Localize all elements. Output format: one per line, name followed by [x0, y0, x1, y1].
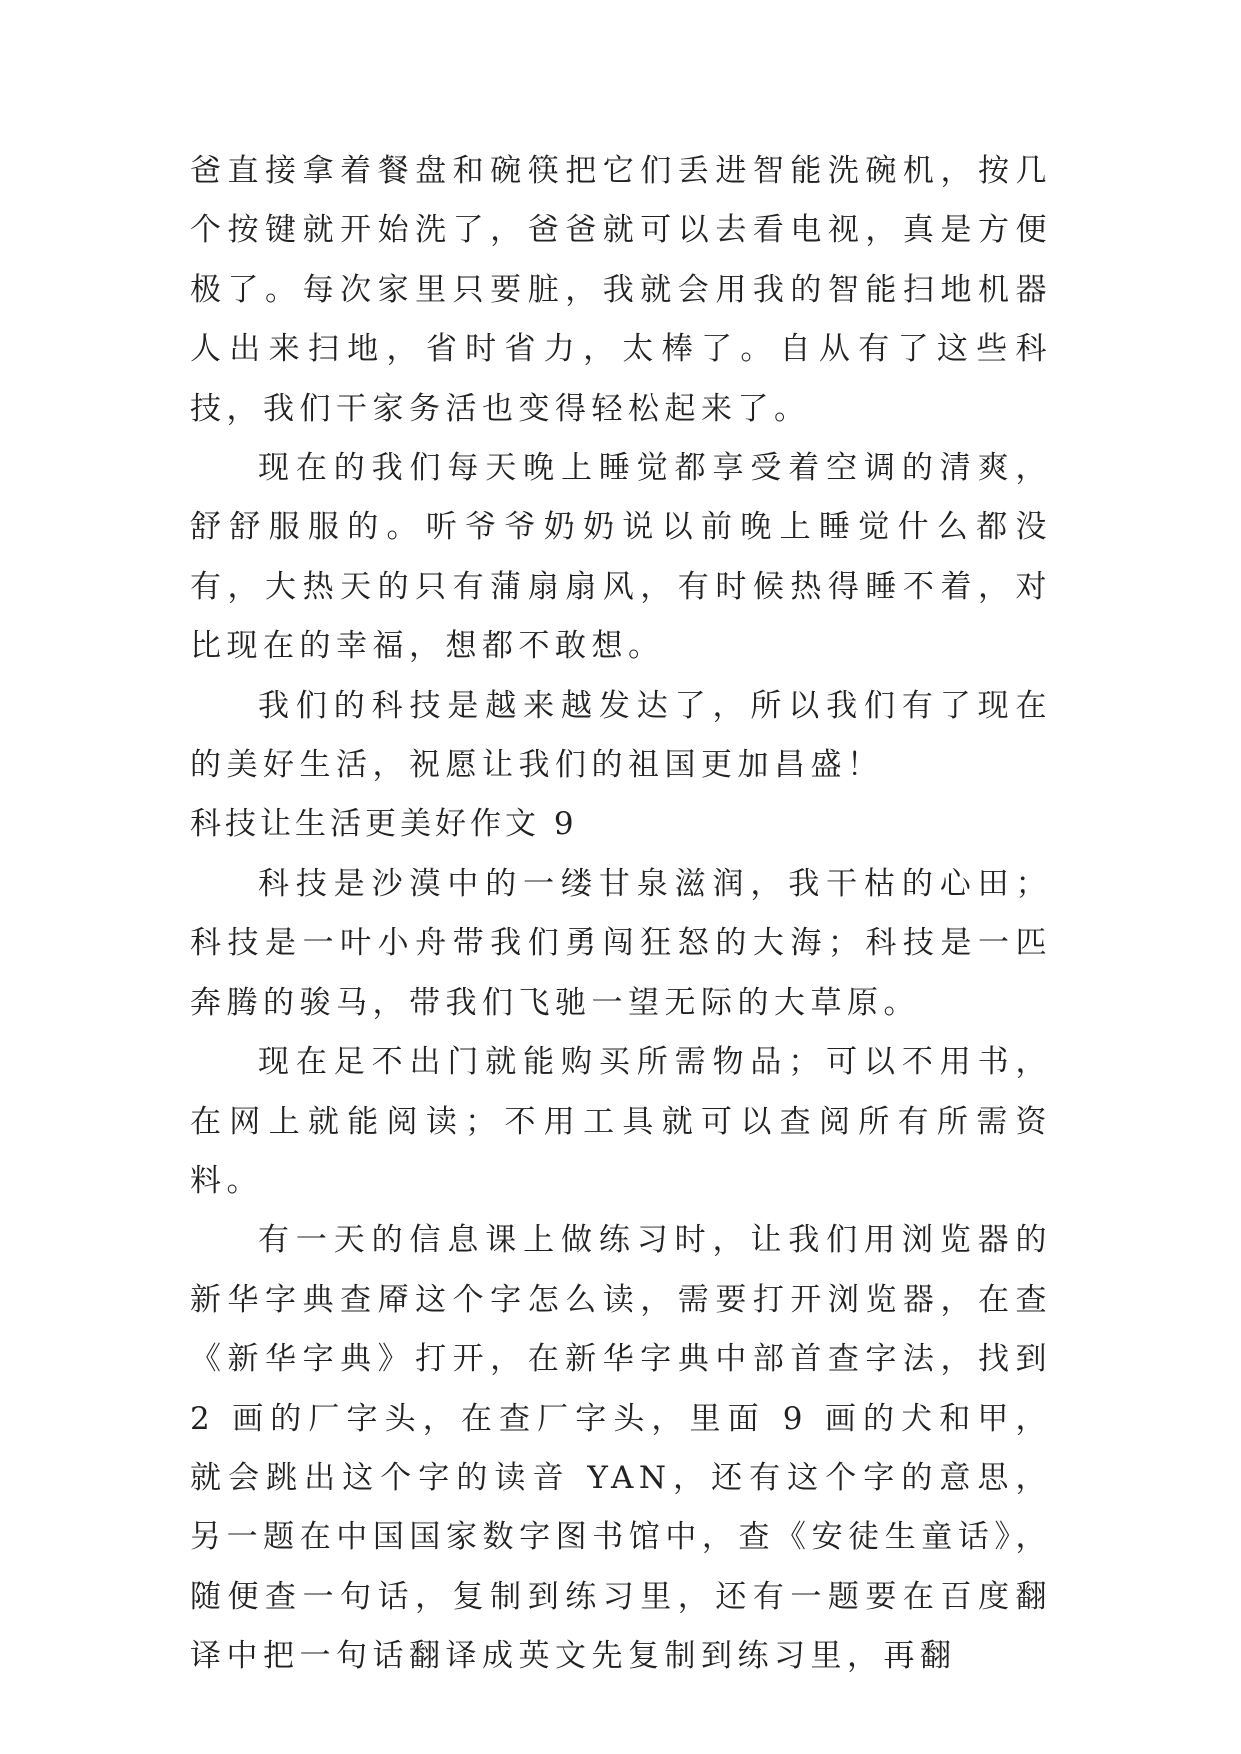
- paragraph-2: 现在的我们每天晚上睡觉都享受着空调的清爽，舒舒服服的。听爷爷奶奶说以前晚上睡觉什么都没有，大热天的只有蒲扇扇风，有时候热得睡不着，对比现在的幸福，想都不敢想。: [190, 450, 1052, 665]
- section-heading: 科技让生活更美好作文 9: [190, 806, 578, 843]
- paragraph-3: 我们的科技是越来越发达了，所以我们有了现在的美好生活，祝愿让我们的祖国更加昌盛！: [190, 687, 1052, 784]
- paragraph-4: 科技是沙漠中的一缕甘泉滋润，我干枯的心田；科技是一叶小舟带我们勇闯狂怒的大海；科技是一匹奔腾的骏马，带我们飞驰一望无际的大草原。: [190, 865, 1052, 1021]
- document-body: [190, 142, 1052, 1687]
- paragraph-5: 现在足不出门就能购买所需物品；可以不用书，在网上就能阅读；不用工具就可以查阅所有所需资料。: [190, 1044, 1052, 1199]
- paragraph-6: 有一天的信息课上做练习时，让我们用浏览器的新华字典查厣这个字怎么读，需要打开浏览器，在查《新华字典》打开，在新华字典中部首查字法，找到 2 画的厂字头，在查厂字头，里面 9 画的犬和甲，就会跳出这个字的读音 YAN，还有这个字的意思，另一题在中国国家数字图书馆中，查《安徒生童话》，随便查一句话，复制到练习里，还有一题要在百度翻译中把一句话翻译成英文先复制到练习里，再翻: [190, 1222, 1052, 1675]
- paragraph-1: 爸直接拿着餐盘和碗筷把它们丢进智能洗碗机，按几个按键就开始洗了，爸爸就可以去看电视，真是方便极了。每次家里只要脏，我就会用我的智能扫地机器人出来扫地，省时省力，太棒了。自从有了这些科技，我们干家务活也变得轻松起来了。: [190, 153, 1052, 427]
